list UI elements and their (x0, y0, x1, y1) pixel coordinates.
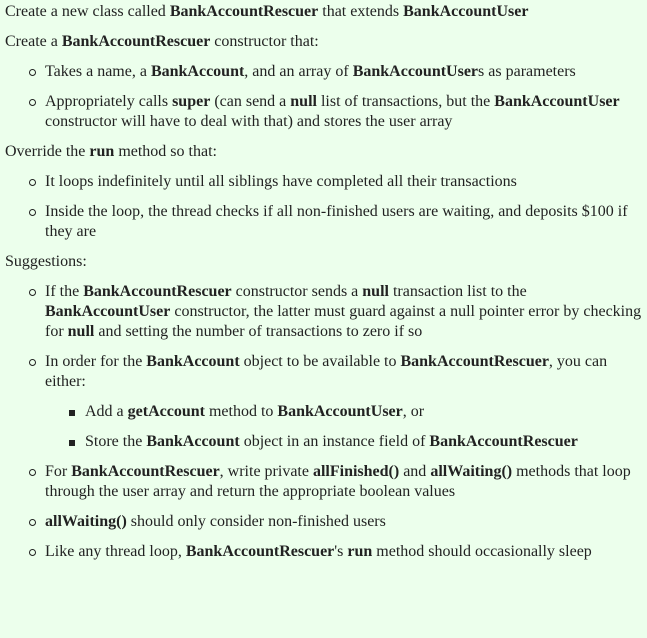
text: transaction list to the (388, 283, 527, 300)
text: , you can either: (45, 353, 608, 390)
method-name: allWaiting() (430, 463, 513, 480)
list-item (5, 512, 647, 532)
class-name: BankAccountRescuer (185, 543, 335, 560)
text: Suggestions: (5, 253, 87, 270)
text: For (45, 463, 72, 480)
class-name: BankAccountRescuer (61, 33, 211, 50)
text: and setting the number of transactions to zero if so (94, 323, 423, 340)
list-item (45, 432, 647, 452)
text: Override the (5, 143, 90, 160)
text: constructor, the latter must guard against a null pointer error by checking for (45, 303, 642, 340)
text: methods that loop through the user array and return the appropriate boolean values (45, 463, 631, 500)
text: It loops indefinitely until all siblings have completed all their transactions (45, 173, 517, 190)
text: that extends (318, 3, 404, 20)
class-definition-paragraph (5, 2, 647, 22)
suggestions-list (5, 282, 647, 562)
text: Takes a name, a (45, 63, 151, 80)
text: s as parameters (478, 63, 576, 80)
text: 's (334, 543, 348, 560)
class-name: BankAccountUser (352, 63, 479, 80)
class-name: BankAccountRescuer (83, 283, 232, 300)
text: (can send a (210, 93, 291, 110)
text: and (399, 463, 431, 480)
text: Store the (85, 433, 147, 450)
constructor-heading (5, 32, 647, 52)
method-name: run (89, 143, 115, 160)
class-name: BankAccountUser (494, 93, 620, 110)
text: object to be available to (239, 353, 401, 370)
class-name: BankAccountRescuer (169, 3, 319, 20)
text: Like any thread loop, (45, 543, 186, 560)
list-item (5, 282, 647, 342)
class-name: BankAccountUser (277, 403, 403, 420)
text: constructor that: (210, 33, 319, 50)
text: object in an instance field of (239, 433, 430, 450)
text: constructor sends a (231, 283, 363, 300)
text: method so that: (114, 143, 217, 160)
text: , and an array of (244, 63, 353, 80)
text: If the (45, 283, 84, 300)
text: Appropriately calls (45, 93, 173, 110)
list-item (45, 402, 647, 422)
text: constructor will have to deal with that) and stores the user array (45, 113, 453, 130)
list-item (5, 352, 647, 452)
method-name: run (347, 543, 373, 560)
account-access-options-list (45, 402, 647, 452)
class-name: BankAccount (146, 433, 240, 450)
text: , write private (219, 463, 313, 480)
class-name: BankAccount (146, 353, 240, 370)
text: Add a (85, 403, 128, 420)
class-name: BankAccountRescuer (400, 353, 549, 370)
text: Create a new class called (5, 3, 170, 20)
text: method should occasionally sleep (372, 543, 592, 560)
text: , or (402, 403, 425, 420)
class-name: BankAccountUser (45, 303, 171, 320)
list-item (5, 62, 647, 82)
constructor-requirements-list (5, 62, 647, 132)
list-item (5, 542, 647, 562)
class-name: BankAccountRescuer (71, 463, 220, 480)
text: list of transactions, but the (316, 93, 495, 110)
list-item (5, 92, 647, 132)
run-override-heading (5, 142, 647, 162)
keyword: null (362, 283, 389, 300)
keyword: super (172, 93, 211, 110)
keyword: null (290, 93, 317, 110)
suggestions-heading (5, 252, 647, 272)
text: method to (204, 403, 278, 420)
text: should only consider non-finished users (126, 513, 386, 530)
method-name: allWaiting() (45, 513, 127, 530)
keyword: null (67, 323, 95, 340)
method-name: getAccount (127, 403, 205, 420)
list-item (5, 172, 647, 192)
superclass-name: BankAccountUser (403, 3, 529, 20)
text: Create a (5, 33, 62, 50)
class-name: BankAccount (150, 63, 245, 80)
method-name: allFinished() (312, 463, 400, 480)
list-item (5, 202, 647, 242)
run-requirements-list (5, 172, 647, 242)
list-item (5, 462, 647, 502)
text: Inside the loop, the thread checks if all non-finished users are waiting, and deposits $100 if they are (45, 203, 628, 240)
class-name: BankAccountRescuer (429, 433, 578, 450)
text: In order for the (45, 353, 147, 370)
